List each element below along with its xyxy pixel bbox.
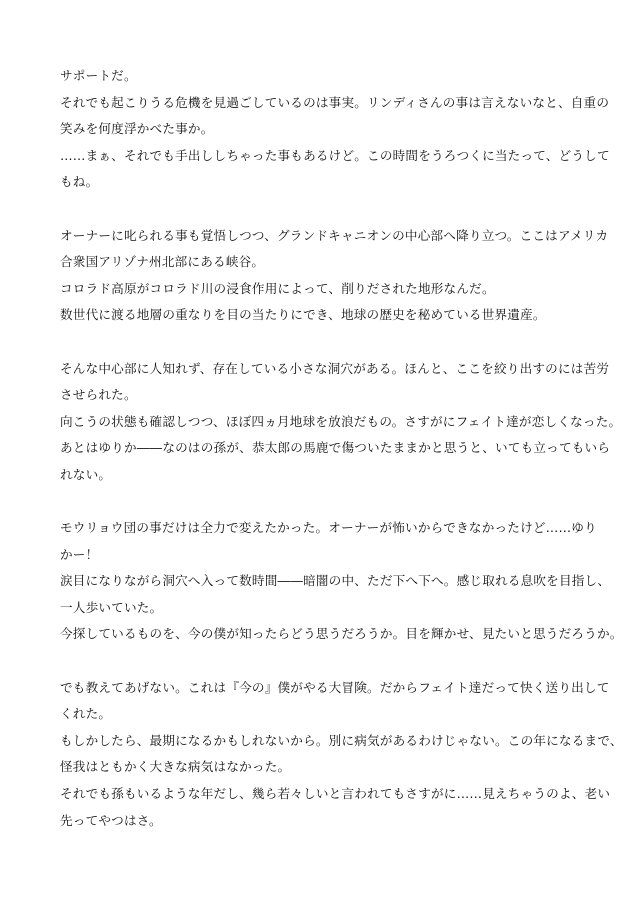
text-line: 向こうの状態も確認しつつ、ほぼ四ヵ月地球を放浪だもの。さすがにフェイト達が恋しくなった。: [60, 413, 622, 429]
text-line: サポートだ。: [60, 68, 137, 83]
text-line: かー！: [60, 546, 99, 562]
text-line: オーナーに叱られる事も覚悟しつつ、グランドキャニオンの中心部へ降り立つ。ここはアメリカ: [60, 227, 609, 243]
paragraph-gap: [60, 196, 596, 223]
text-line: コロラド高原がコロラド川の浸食作用によって、削りだされた地形なんだ。: [60, 280, 495, 296]
text-line: それでも起こりうる危機を見過ごしているのは事実。リンディさんの事は言えないなと、自重の: [60, 94, 610, 110]
paragraph-gap: [60, 648, 596, 675]
text-line: あとはゆりか――なのはの孫が、恭太郎の馬鹿で傷ついたままかと思うと、いても立ってもいら: [60, 440, 611, 456]
text-line: もね。: [60, 174, 99, 190]
text-line: 先ってやつはさ。: [60, 812, 162, 828]
paragraph-1: [60, 63, 610, 196]
paragraph-2: [60, 223, 609, 329]
text-line: 今探しているものを、今の僕が知ったらどう思うだろうか。目を輝かせ、見たいと思うだろうか。: [60, 626, 623, 642]
text-line: れない。: [60, 466, 112, 482]
paragraph-3: [60, 356, 622, 489]
text-line: ……まぁ、それでも手出ししちゃった事もあるけど。この時間をうろつくに当たって、どうして: [60, 147, 610, 163]
text-line: 一人歩いていた。: [60, 599, 163, 615]
text-line: くれた。: [60, 706, 112, 722]
text-line: モウリョウ団の事だけは全力で変えたかった。オーナーが怖いからできなかったけど……ゆり: [60, 520, 597, 536]
text-line: でも教えてあげない。これは『今の』僕がやる大冒険。だからフェイト達だって快く送り出して: [60, 679, 610, 695]
text-line: させられた。: [60, 387, 137, 403]
text-line: 涙目になりながら洞穴へ入って数時間――暗闇の中、ただ下へ下へ。感じ取れる息吹を目指し、: [60, 573, 611, 589]
paragraph-gap: [60, 489, 596, 516]
text-line: 数世代に渡る地層の重なりを目の当たりにでき、地球の歴史を秘めている世界遺産。: [60, 307, 546, 323]
text-line: 合衆国アリゾナ州北部にある峡谷。: [60, 254, 265, 270]
text-line: そんな中心部に人知れず、存在している小さな洞穴がある。ほんと、ここを絞り出すのには苦労: [60, 360, 610, 376]
text-line: 怪我はともかく大きな病気はなかった。: [60, 759, 291, 775]
text-line: もしかしたら、最期になるかもしれないから。別に病気があるわけじゃない。この年になるまで、: [60, 732, 623, 748]
paragraph-gap: [60, 329, 596, 356]
paragraph-4: [60, 515, 623, 648]
paragraph-5: [60, 675, 623, 835]
text-line: 笑みを何度浮かべた事か。: [60, 121, 214, 137]
text-line: それでも孫もいるような年だし、幾ら若々しいと言われてもさすがに……見えちゃうのよ、老い: [60, 786, 611, 802]
